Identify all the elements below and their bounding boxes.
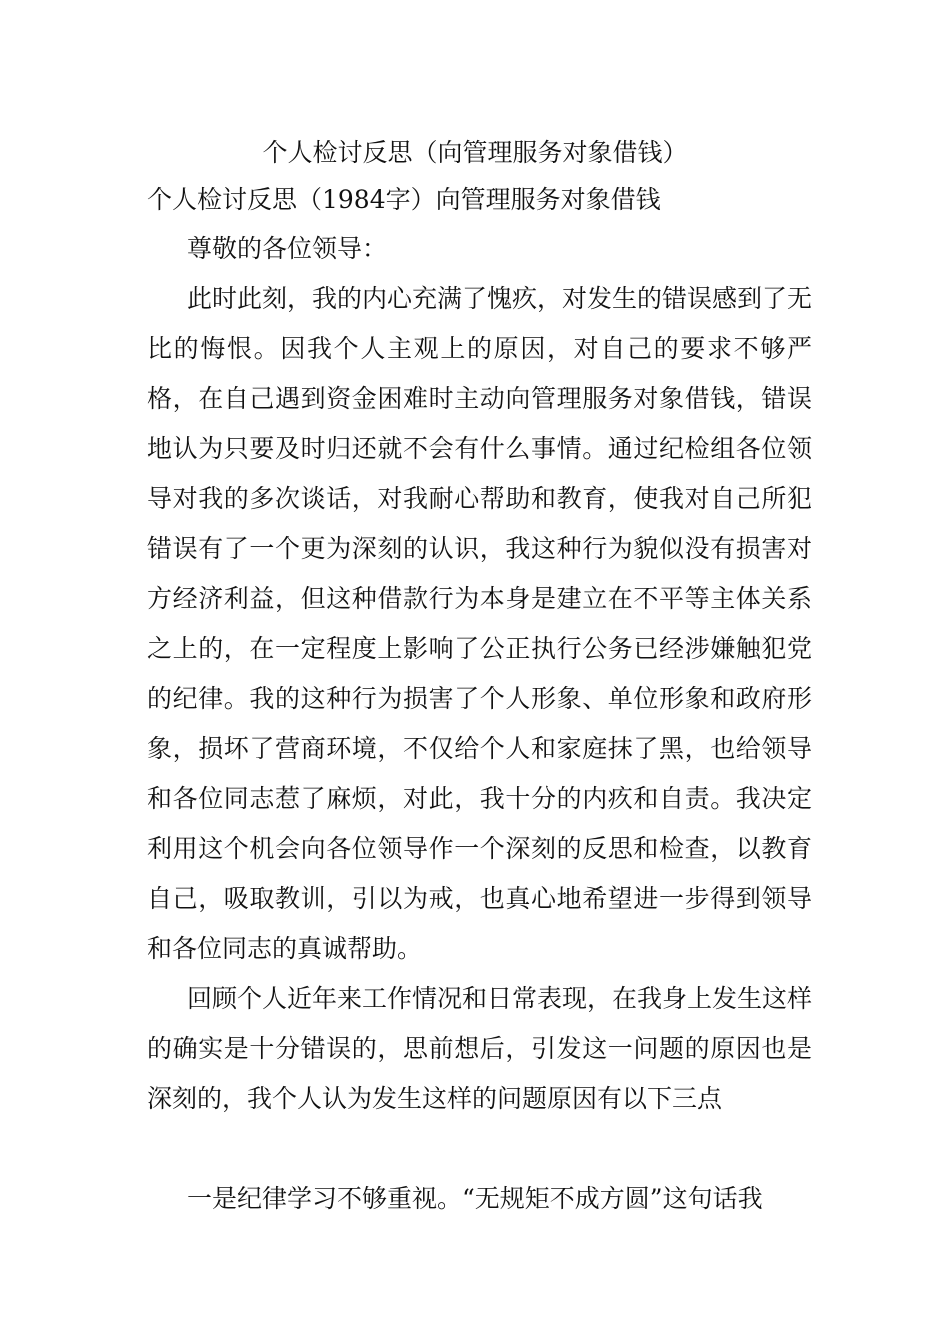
document-title: 个人检讨反思（向管理服务对象借钱） — [262, 138, 688, 167]
salutation: 尊敬的各位领导： — [187, 234, 388, 263]
document-subtitle: 个人检讨反思（1984字）向管理服务对象借钱 — [147, 185, 661, 214]
paragraph-2: 回顾个人近年来工作情况和日常表现，在我身上发生这样的确实是十分错误的，思前想后，引发这一问题的原因也是深刻的，我个人认为发生这样的问题原因有以下三点 — [147, 984, 813, 1113]
paragraph-1: 此时此刻，我的内心充满了愧疚，对发生的错误感到了无比的悔恨。因我个人主观上的原因，对自己的要求不够严格，在自己遇到资金困难时主动向管理服务对象借钱，错误地认为只要及时归还就不会有什么事情。通过纪检组各位领导对我的多次谈话，对我耐心帮助和教育，使我对自己所犯错误有了一个更为深刻的认识，我这种行为貌似没有损害对方经济利益，但这种借款行为本身是建立在不平等主体关系之上的，在一定程度上影响了公正执行公务已经涉嫌触犯党的纪律。我的这种行为损害了个人形象、单位形象和政府形象，损坏了营商环境，不仅给个人和家庭抹了黑，也给领导和各位同志惹了麻烦，对此，我十分的内疚和自责。我决定利用这个机会向各位领导作一个深刻的反思和检查，以教育自己，吸取教训，引以为戒，也真心地希望进一步得到领导和各位同志的真诚帮助。 — [147, 284, 813, 963]
paragraph-3: 一是纪律学习不够重视。“无规矩不成方圆”这句话我 — [187, 1184, 763, 1213]
